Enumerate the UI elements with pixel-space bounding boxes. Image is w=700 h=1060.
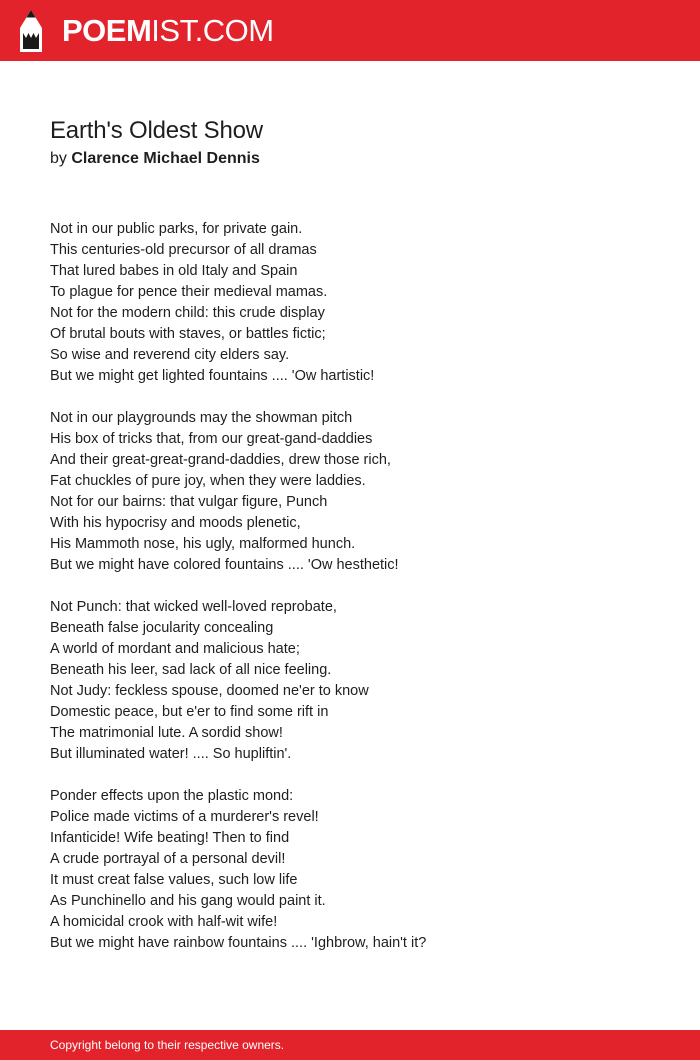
poem-line: And their great-great-grand-daddies, drew those rich, [50, 452, 391, 468]
poem-line: To plague for pence their medieval mamas. [50, 284, 328, 300]
poem-line: But we might have colored fountains .... 'Ow hesthetic! [50, 557, 399, 573]
poem-line: This centuries-old precursor of all dramas [50, 242, 317, 258]
poem-line: Ponder effects upon the plastic mond: [50, 788, 294, 804]
poem-line: It must creat false values, such low life [50, 872, 298, 888]
poem-stanza [50, 219, 670, 387]
poem-line: But we might have rainbow fountains .... 'Ighbrow, hain't it? [50, 935, 427, 951]
poem-line: His box of tricks that, from our great-gand-daddies [50, 431, 373, 447]
poem-line: Of brutal bouts with staves, or battles fictic; [50, 326, 326, 342]
poem-line: So wise and reverend city elders say. [50, 347, 290, 363]
poem-stanza [50, 408, 670, 576]
poem-line: His Mammoth nose, his ugly, malformed hunch. [50, 536, 356, 552]
poem-line: Not Punch: that wicked well-loved reprobate, [50, 599, 337, 615]
poem-line: A homicidal crook with half-wit wife! [50, 914, 278, 930]
poem-line: That lured babes in old Italy and Spain [50, 263, 298, 279]
poem-line: But illuminated water! .... So hupliftin'. [50, 746, 292, 762]
poem-line: Not in our playgrounds may the showman pitch [50, 410, 353, 426]
poem-line: Beneath false jocularity concealing [50, 620, 274, 636]
poem-line: A crude portrayal of a personal devil! [50, 851, 286, 867]
poem-stanza [50, 786, 670, 954]
poem-byline [50, 148, 260, 170]
logo-text-light: IST.COM [151, 13, 274, 48]
poem-line: Not Judy: feckless spouse, doomed ne'er to know [50, 683, 369, 699]
by-label: by [50, 150, 67, 167]
poem-line: But we might get lighted fountains .... 'Ow hartistic! [50, 368, 375, 384]
poem-line: Fat chuckles of pure joy, when they were laddies. [50, 473, 366, 489]
poem-line: Not for the modern child: this crude display [50, 305, 325, 321]
poem-line: Infanticide! Wife beating! Then to find [50, 830, 290, 846]
poem-body [50, 219, 670, 975]
copyright-text: Copyright belong to their respective owners. [50, 1038, 285, 1052]
poem-line: The matrimonial lute. A sordid show! [50, 725, 283, 741]
poem-line: A world of mordant and malicious hate; [50, 641, 300, 657]
poem-line: Police made victims of a murderer's revel! [50, 809, 319, 825]
poem-line: Not in our public parks, for private gain. [50, 221, 303, 237]
logo-text-bold: POEM [62, 13, 152, 48]
poem-title: Earth's Oldest Show [50, 117, 263, 144]
site-footer [0, 1030, 700, 1060]
site-header [0, 0, 700, 61]
poem-line: Not for our bairns: that vulgar figure, Punch [50, 494, 328, 510]
poem-stanza [50, 597, 670, 765]
pencil-icon[interactable] [17, 9, 45, 53]
poem-line: Beneath his leer, sad lack of all nice feeling. [50, 662, 332, 678]
poem-line: As Punchinello and his gang would paint it. [50, 893, 326, 909]
author-name: Clarence Michael Dennis [71, 150, 260, 167]
poem-line: With his hypocrisy and moods plenetic, [50, 515, 301, 531]
site-logo[interactable] [62, 12, 274, 50]
poem-line: Domestic peace, but e'er to find some rift in [50, 704, 329, 720]
